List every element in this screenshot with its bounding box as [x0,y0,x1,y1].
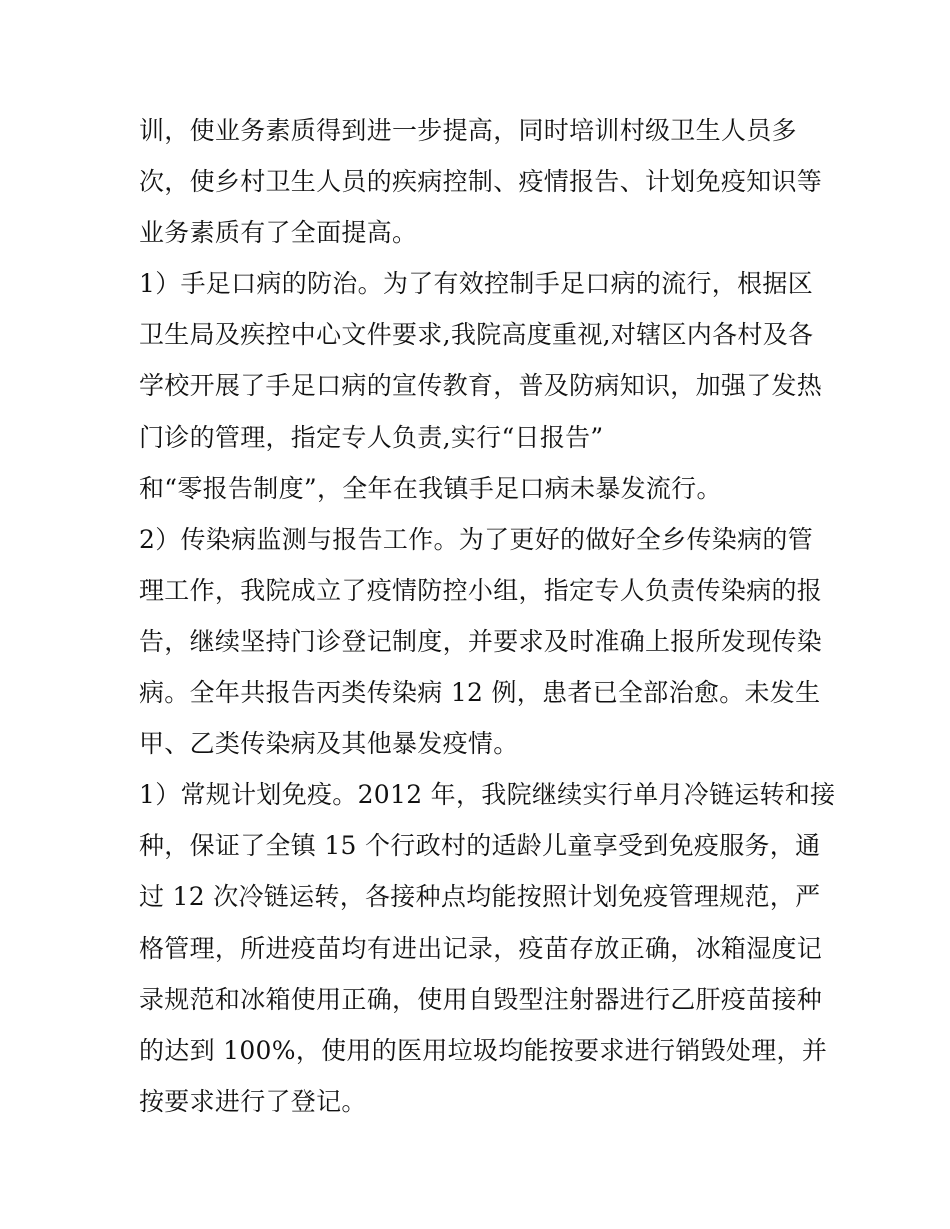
text-line: 学校开展了手足口病的宣传教育，普及防病知识，加强了发热 [139,371,823,401]
text-line: 理工作，我院成立了疫情防控小组，指定专人负责传染病的报 [139,575,823,605]
text-line: 病。全年共报告丙类传染病 12 例，患者已全部治愈。未发生 [139,678,821,708]
text-line: 告，继续坚持门诊登记制度，并要求及时准确上报所发现传染 [139,626,823,656]
text-line: 1）手足口病的防治。为了有效控制手足口病的流行，根据区 [139,269,814,299]
text-line: 种，保证了全镇 15 个行政村的适龄儿童享受到免疫服务，通 [139,831,821,861]
text-line: 卫生局及疾控中心文件要求,我院高度重视,对辖区内各村及各 [139,320,814,350]
text-line: 和“零报告制度”，全年在我镇手足口病未暴发流行。 [139,473,722,503]
text-line: 按要求进行了登记。 [139,1086,367,1116]
text-line: 录规范和冰箱使用正确，使用自毁型注射器进行乙肝疫苗接种 [139,984,823,1014]
text-line: 门诊的管理，指定专人负责,实行“日报告” [139,422,604,452]
text-line: 训，使业务素质得到进一步提高，同时培训村级卫生人员多 [139,116,797,145]
text-line: 次，使乡村卫生人员的疾病控制、疫情报告、计划免疫知识等 [139,167,823,197]
text-line: 1）常规计划免疫。2012 年，我院继续实行单月冷链运转和接 [139,780,836,810]
text-line: 过 12 次冷链运转，各接种点均能按照计划免疫管理规范，严 [139,882,821,912]
text-line: 业务素质有了全面提高。 [139,218,418,248]
text-line: 的达到 100%，使用的医用垃圾均能按要求进行销毁处理，并 [139,1035,828,1065]
text-line: 甲、乙类传染病及其他暴发疫情。 [139,729,519,759]
text-line: 2）传染病监测与报告工作。为了更好的做好全乡传染病的管 [139,524,814,554]
text-line: 格管理，所进疫苗均有进出记录，疫苗存放正确，冰箱湿度记 [139,933,823,963]
document-body [139,105,836,1127]
